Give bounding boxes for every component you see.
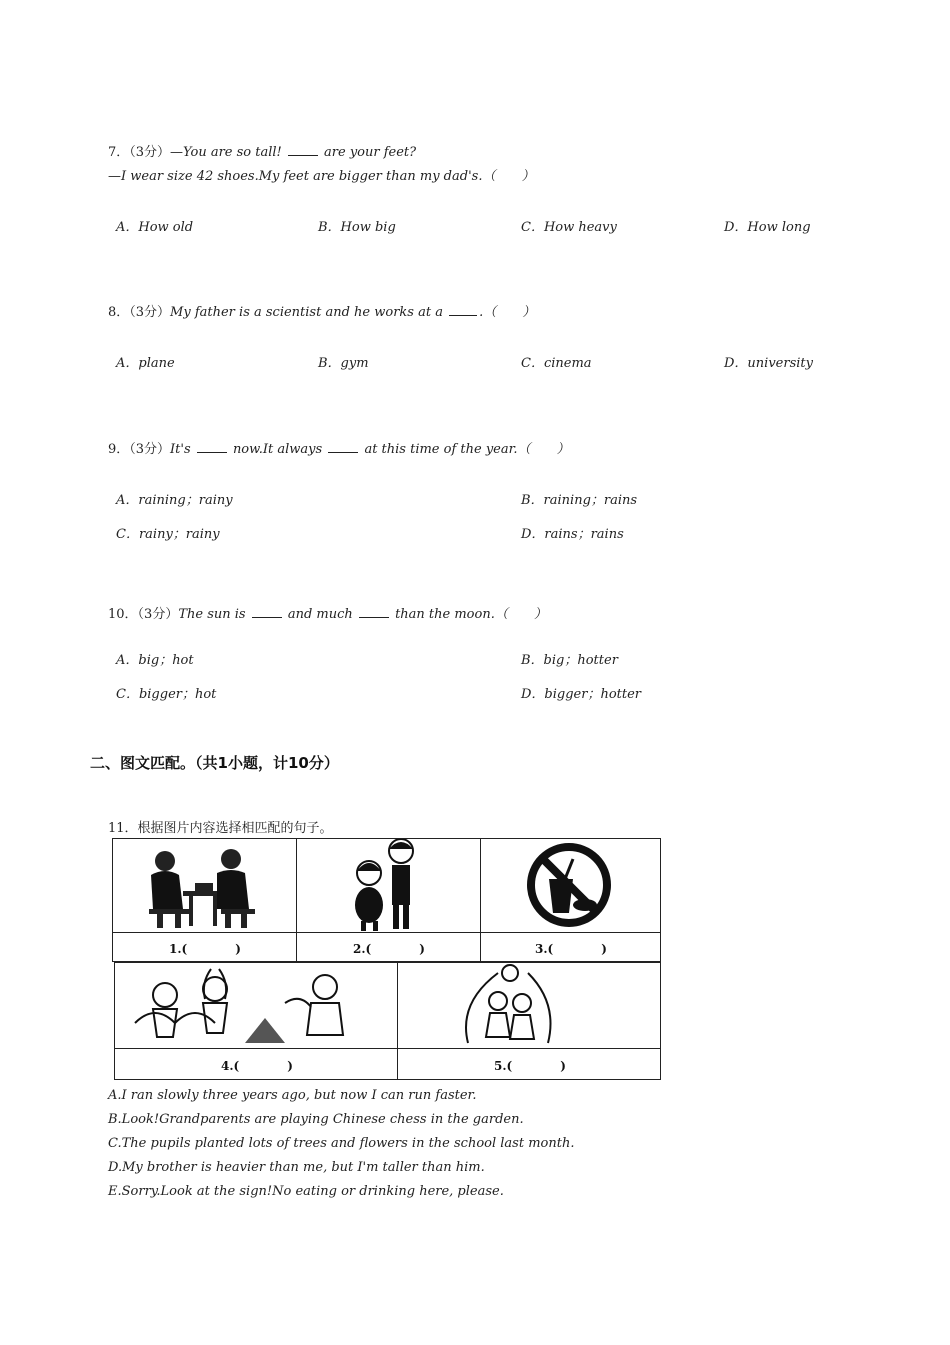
running-kids-picture: [398, 963, 659, 1048]
sentence-b: B.Look!Grandparents are playing Chinese chess in the garden.: [108, 1112, 524, 1127]
question-7-option-a: A．How old: [116, 220, 194, 235]
question-8-stem: [108, 301, 535, 320]
caption-cell-3: [480, 932, 661, 962]
question-9-blank-1: [197, 440, 227, 453]
question-10-text-c: than the moon.（ ）: [395, 607, 547, 622]
question-9-option-b: B．raining；rains: [521, 493, 638, 508]
question-10-number: 10．（3分）: [108, 607, 179, 622]
question-9-text-c: at this time of the year.（ ）: [364, 442, 570, 457]
sentence-c: C.The pupils planted lots of trees and flowers in the school last month.: [108, 1136, 575, 1151]
question-9-blank-2: [328, 440, 358, 453]
question-8-option-d: D．university: [724, 356, 813, 371]
sentence-e: E.Sorry.Look at the sign!No eating or drinking here, please.: [108, 1184, 504, 1199]
caption-3: 3.( ): [535, 942, 607, 956]
question-7-line2: —I wear size 42 shoes.My feet are bigger than my dad's.（ ）: [108, 169, 535, 184]
caption-cell-1: [112, 932, 298, 962]
question-8-text-a: My father is a scientist and he works at a: [170, 305, 443, 320]
question-7-text-a: —You are so tall!: [170, 145, 282, 160]
picture-3-no-eating-sign: [480, 838, 661, 934]
question-7-option-d: D．How long: [724, 220, 811, 235]
question-9-stem: [108, 438, 570, 457]
question-10-option-d: D．bigger；hotter: [521, 687, 642, 702]
question-7-blank: [288, 143, 318, 156]
caption-cell-2: [296, 932, 482, 962]
question-8-text-b: .（ ）: [479, 305, 536, 320]
picture-4-planting: [114, 962, 399, 1050]
question-8-option-c: C．cinema: [521, 356, 592, 371]
question-7-number: 7．（3分）: [108, 145, 171, 160]
question-10-option-a: A．big；hot: [116, 653, 194, 668]
question-8-option-b: B．gym: [318, 356, 369, 371]
question-11-number: 11．: [108, 821, 138, 836]
question-9-number: 9．（3分）: [108, 442, 171, 457]
question-8-blank: [449, 303, 477, 316]
question-8-number: 8．（3分）: [108, 305, 171, 320]
question-9-option-d: D．rains；rains: [521, 527, 624, 542]
question-10-stem: [108, 603, 547, 622]
planting-trees-picture: [115, 963, 397, 1048]
picture-grid: [112, 838, 661, 1082]
question-10-option-b: B．big；hotter: [521, 653, 618, 668]
question-9-option-c: C．rainy；rainy: [116, 527, 220, 542]
sentence-a: A.I ran slowly three years ago, but now I can run faster.: [108, 1088, 477, 1103]
caption-4: 4.( ): [221, 1059, 293, 1073]
question-10-blank-2: [359, 605, 389, 618]
caption-5: 5.( ): [494, 1059, 566, 1073]
question-9-text-a: It's: [170, 442, 191, 457]
caption-1: 1.( ): [169, 942, 241, 956]
sentence-d: D.My brother is heavier than me, but I'm taller than him.: [108, 1160, 485, 1175]
question-10-option-c: C．bigger；hot: [116, 687, 217, 702]
question-11-stem: [108, 817, 333, 836]
question-9-option-a: A．raining；rainy: [116, 493, 233, 508]
section-2-title: 二、图文匹配。（共1小题，计10分）: [90, 754, 339, 772]
question-10-blank-1: [252, 605, 282, 618]
brothers-picture: [297, 839, 480, 932]
picture-5-running: [397, 962, 661, 1050]
no-eating-sign-icon: [481, 839, 659, 932]
picture-2-brothers: [296, 838, 482, 934]
question-7-option-b: B．How big: [318, 220, 396, 235]
question-11-text: 根据图片内容选择相匹配的句子。: [137, 821, 333, 836]
question-7-line1: [108, 141, 416, 160]
question-10-text-b: and much: [287, 607, 353, 622]
chess-players-picture: [113, 839, 296, 932]
question-8-option-a: A．plane: [116, 356, 175, 371]
caption-cell-4: [114, 1048, 399, 1080]
question-9-text-b: now.It always: [232, 442, 323, 457]
question-10-text-a: The sun is: [178, 607, 246, 622]
question-7-option-c: C．How heavy: [521, 220, 617, 235]
question-7-text-b: are your feet?: [324, 145, 417, 160]
caption-cell-5: [397, 1048, 661, 1080]
picture-1-chess: [112, 838, 298, 934]
caption-2: 2.( ): [353, 942, 425, 956]
